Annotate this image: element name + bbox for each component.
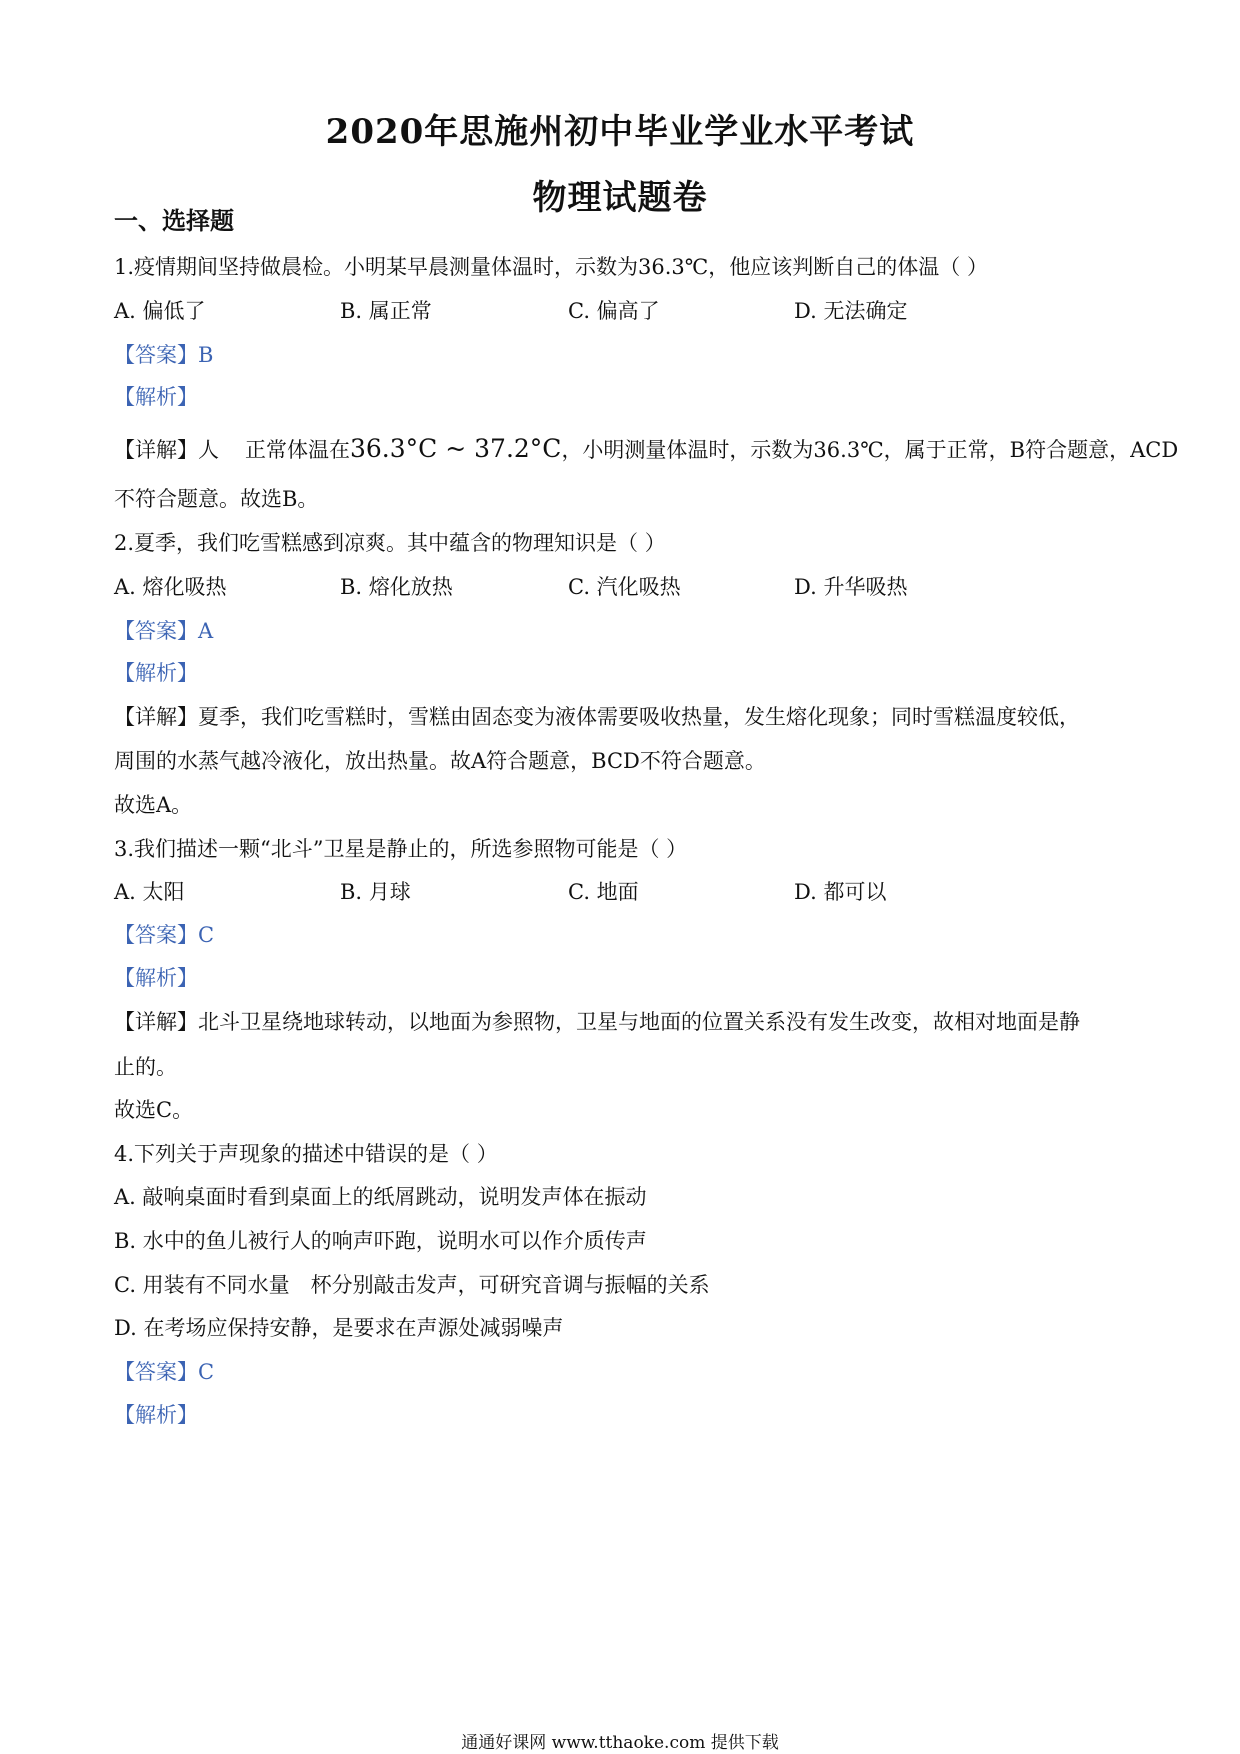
answer-tag: 【答案】 — [114, 343, 198, 367]
q2-answer — [114, 616, 1134, 646]
answer-tag: 【答案】 — [114, 619, 198, 643]
q1-option-c: C. 偏高了 — [568, 299, 660, 323]
exam-subtitle: 物理试题卷 — [532, 178, 708, 218]
q3-detail-line1 — [114, 1007, 1134, 1037]
q4-answer — [114, 1357, 1134, 1387]
q2-analysis-tag: 【解析】 — [114, 661, 198, 685]
q4-option-b: B. 水中的鱼儿被行人的响声吓跑，说明水可以作介质传声 — [114, 1229, 647, 1253]
q4-option-d: D. 在考场应保持安静，是要求在声源处减弱噪声 — [114, 1316, 564, 1340]
q3-option-c: C. 地面 — [568, 880, 639, 904]
q3-stem: 3.我们描述一颗“北斗”卫星是静止的，所选参照物可能是（ ） — [114, 837, 688, 861]
q1-option-a: A. 偏低了 — [114, 299, 206, 323]
q3-answer — [114, 920, 1134, 950]
q3-conclusion: 故选C。 — [114, 1098, 194, 1122]
q1-temp-range: 36.3°C ~ 37.2°C — [350, 434, 562, 463]
q3-detail-line2: 止的。 — [114, 1055, 177, 1079]
q3-option-b: B. 月球 — [340, 880, 411, 904]
detail-tag: 【详解】 — [114, 438, 198, 462]
q4-option-a: A. 敲响桌面时看到桌面上的纸屑跳动，说明发声体在振动 — [114, 1185, 647, 1209]
answer-tag: 【答案】 — [114, 1360, 198, 1384]
q1-detail-line1 — [114, 434, 1179, 465]
q1-detail-line2: 不符合题意。故选B。 — [114, 487, 319, 511]
q2-detail-text: 夏季，我们吃雪糕时，雪糕由固态变为液体需要吸收热量，发生熔化现象；同时雪糕温度较低， — [198, 705, 1080, 729]
q2-detail-line2: 周围的水蒸气越冷液化，放出热量。故A符合题意，BCD不符合题意。 — [114, 749, 766, 773]
q3-option-d: D. 都可以 — [794, 880, 887, 904]
answer-value: A — [198, 619, 214, 643]
q2-option-c: C. 汽化吸热 — [568, 575, 681, 599]
q2-stem: 2.夏季，我们吃雪糕感到凉爽。其中蕴含的物理知识是（ ） — [114, 531, 666, 555]
q1-analysis-tag: 【解析】 — [114, 385, 198, 409]
q3-option-a: A. 太阳 — [114, 880, 185, 904]
q1-stem: 1.疫情期间坚持做晨检。小明某早晨测量体温时，示数为36.3℃，他应该判断自己的体温（ ） — [114, 255, 988, 279]
q3-analysis-tag: 【解析】 — [114, 966, 198, 990]
q1-option-d: D. 无法确定 — [794, 299, 908, 323]
page-footer: 通通好课网 www.tthaoke.com 提供下载 — [461, 1733, 779, 1753]
q1-option-b: B. 属正常 — [340, 299, 432, 323]
q3-detail-text: 北斗卫星绕地球转动，以地面为参照物，卫星与地面的位置关系没有发生改变，故相对地面是静 — [198, 1010, 1080, 1034]
q1-detail-b: 正常体温在 — [245, 438, 350, 462]
q2-detail-line1 — [114, 702, 1134, 732]
q2-conclusion: 故选A。 — [114, 793, 193, 817]
q2-option-b: B. 熔化放热 — [340, 575, 453, 599]
section-heading: 一、选择题 — [114, 206, 234, 235]
q4-stem: 4.下列关于声现象的描述中错误的是（ ） — [114, 1142, 498, 1166]
q1-answer — [114, 340, 1134, 370]
detail-tag: 【详解】 — [114, 705, 198, 729]
answer-value: C — [198, 1360, 215, 1384]
q1-detail-a: 人 — [198, 438, 219, 462]
answer-value: C — [198, 923, 215, 947]
exam-title: 2020年思施州初中毕业学业水平考试 — [325, 112, 915, 152]
q4-option-c: C. 用装有不同水量 杯分别敲击发声，可研究音调与振幅的关系 — [114, 1273, 710, 1297]
q2-option-d: D. 升华吸热 — [794, 575, 908, 599]
q1-detail-c: ，小明测量体温时，示数为36.3℃，属于正常，B符合题意，ACD — [561, 438, 1179, 462]
detail-tag: 【详解】 — [114, 1010, 198, 1034]
answer-value: B — [198, 343, 214, 367]
answer-tag: 【答案】 — [114, 923, 198, 947]
q2-option-a: A. 熔化吸热 — [114, 575, 227, 599]
q4-analysis-tag: 【解析】 — [114, 1403, 198, 1427]
